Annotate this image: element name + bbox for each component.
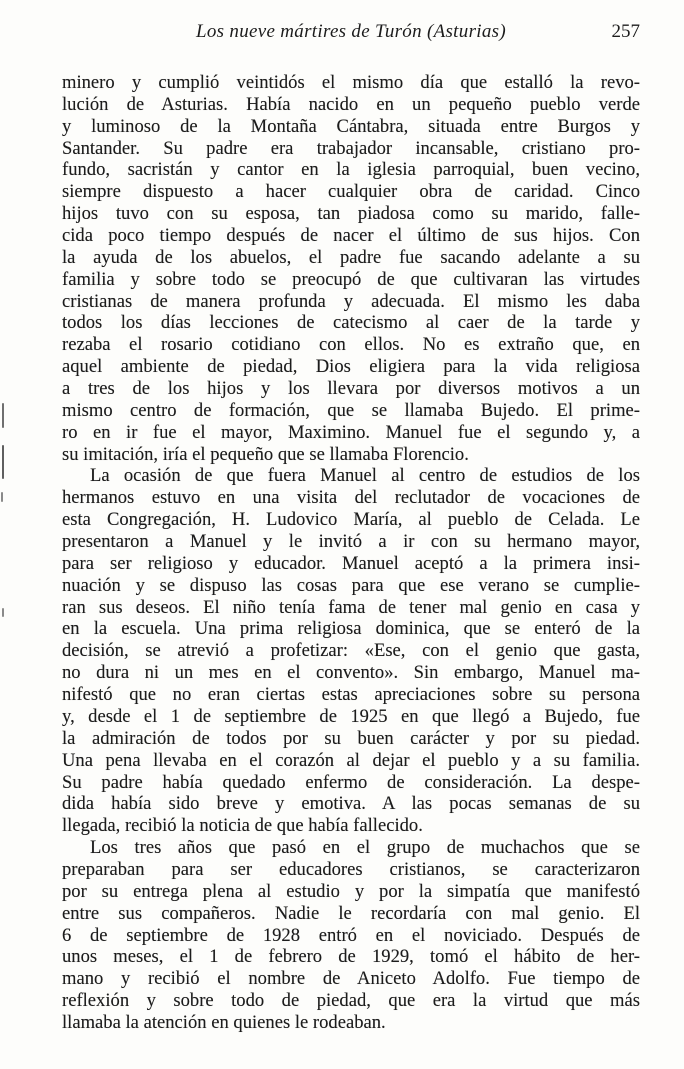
text-column <box>62 20 640 1034</box>
text-line: llegada, recibió la noticia de que había fallecido. <box>62 815 423 837</box>
text-line: presentaron a Manuel y le invitó a ir con su hermano mayor, <box>62 531 640 553</box>
text-line: mano y recibió el nombre de Aniceto Adolfo. Fue tiempo de <box>62 968 640 990</box>
text-line: rezaba el rosario cotidiano con ellos. No es extraño que, en <box>62 334 640 356</box>
text-line: la ayuda de los abuelos, el padre fue sacando adelante a su <box>62 246 640 268</box>
text-line: Una pena llevaba en el corazón al dejar el pueblo y a su familia. <box>62 749 640 771</box>
text-line: La ocasión de que fuera Manuel al centro de estudios de los <box>90 465 640 487</box>
text-line: todos los días lecciones de catecismo al caer de la tarde y <box>62 312 640 334</box>
text-line: familia y sobre todo se preocupó de que cultivaran las virtudes <box>62 268 640 290</box>
text-line: y, desde el 1 de septiembre de 1925 en que llegó a Bujedo, fue <box>62 705 640 727</box>
scan-artifact-mark <box>1 492 3 502</box>
text-line: lución de Asturias. Había nacido en un pequeño pueblo verde <box>62 93 640 115</box>
text-line: Santander. Su padre era trabajador incansable, cristiano pro- <box>62 137 640 159</box>
text-line: reflexión y sobre todo de piedad, que era la virtud que más <box>62 990 640 1012</box>
page-number: 257 <box>611 21 640 42</box>
text-line: por su entrega plena al estudio y por la simpatía que manifestó <box>62 880 640 902</box>
text-line: cida poco tiempo después de nacer el último de sus hijos. Con <box>62 225 640 247</box>
scan-artifact-mark <box>2 608 4 617</box>
text-line: entre sus compañeros. Nadie le recordaría con mal genio. El <box>62 902 640 924</box>
text-line: Su padre había quedado enfermo de consideración. La despe- <box>62 771 640 793</box>
scan-artifact-mark <box>2 445 4 479</box>
text-line: ran sus deseos. El niño tenía fama de tener mal genio en casa y <box>62 596 640 618</box>
text-line: hijos tuvo con su esposa, tan piadosa como su marido, falle- <box>62 203 640 225</box>
running-title: Los nueve mártires de Turón (Asturias) <box>196 21 506 42</box>
text-line: en la escuela. Una prima religiosa dominica, que se enteró de la <box>62 618 640 640</box>
text-line: para ser religioso y educador. Manuel aceptó a la primera insi- <box>62 552 640 574</box>
text-line: nifestó que no eran ciertas estas apreciaciones sobre su persona <box>62 684 640 706</box>
text-line: dida había sido breve y emotiva. A las pocas semanas de su <box>62 793 640 815</box>
text-line: esta Congregación, H. Ludovico María, al pueblo de Celada. Le <box>62 509 640 531</box>
text-line: aquel ambiente de piedad, Dios eligiera para la vida religiosa <box>62 356 640 378</box>
text-line: su imitación, iría el pequeño que se llamaba Florencio. <box>62 443 469 465</box>
text-line: fundo, sacristán y cantor en la iglesia parroquial, buen vecino, <box>62 159 640 181</box>
text-line: mismo centro de formación, que se llamaba Bujedo. El prime- <box>62 399 640 421</box>
text-line: llamaba la atención en quienes le rodeaban. <box>62 1011 386 1033</box>
text-line: no dura ni un mes en el convento». Sin embargo, Manuel ma- <box>62 662 640 684</box>
text-line: unos meses, el 1 de febrero de 1929, tomó el hábito de her- <box>62 946 640 968</box>
text-line: hermanos estuvo en una visita del reclutador de vocaciones de <box>62 487 640 509</box>
text-line: cristianas de manera profunda y adecuada. El mismo les daba <box>62 290 640 312</box>
text-line: a tres de los hijos y los llevara por diversos motivos a un <box>62 378 640 400</box>
text-line: 6 de septiembre de 1928 entró en el noviciado. Después de <box>62 924 640 946</box>
text-line: la admiración de todos por su buen carácter y por su piedad. <box>62 727 640 749</box>
scan-artifact-mark <box>2 403 4 428</box>
text-line: decisión, se atrevió a profetizar: «Ese, con el genio que gasta, <box>62 640 640 662</box>
text-line: minero y cumplió veintidós el mismo día que estalló la revo- <box>62 72 640 93</box>
text-line: Los tres años que pasó en el grupo de muchachos que se <box>90 837 640 859</box>
text-line: y luminoso de la Montaña Cántabra, situada entre Burgos y <box>62 115 640 137</box>
page-body <box>62 72 640 1034</box>
page-header <box>62 20 640 44</box>
text-line: ro en ir fue el mayor, Maximino. Manuel fue el segundo y, a <box>62 421 640 443</box>
text-line: nuación y se dispuso las cosas para que ese verano se cumplie- <box>62 574 640 596</box>
text-line: preparaban para ser educadores cristianos, se caracterizaron <box>62 858 640 880</box>
text-line: siempre dispuesto a hacer cualquier obra de caridad. Cinco <box>62 181 640 203</box>
